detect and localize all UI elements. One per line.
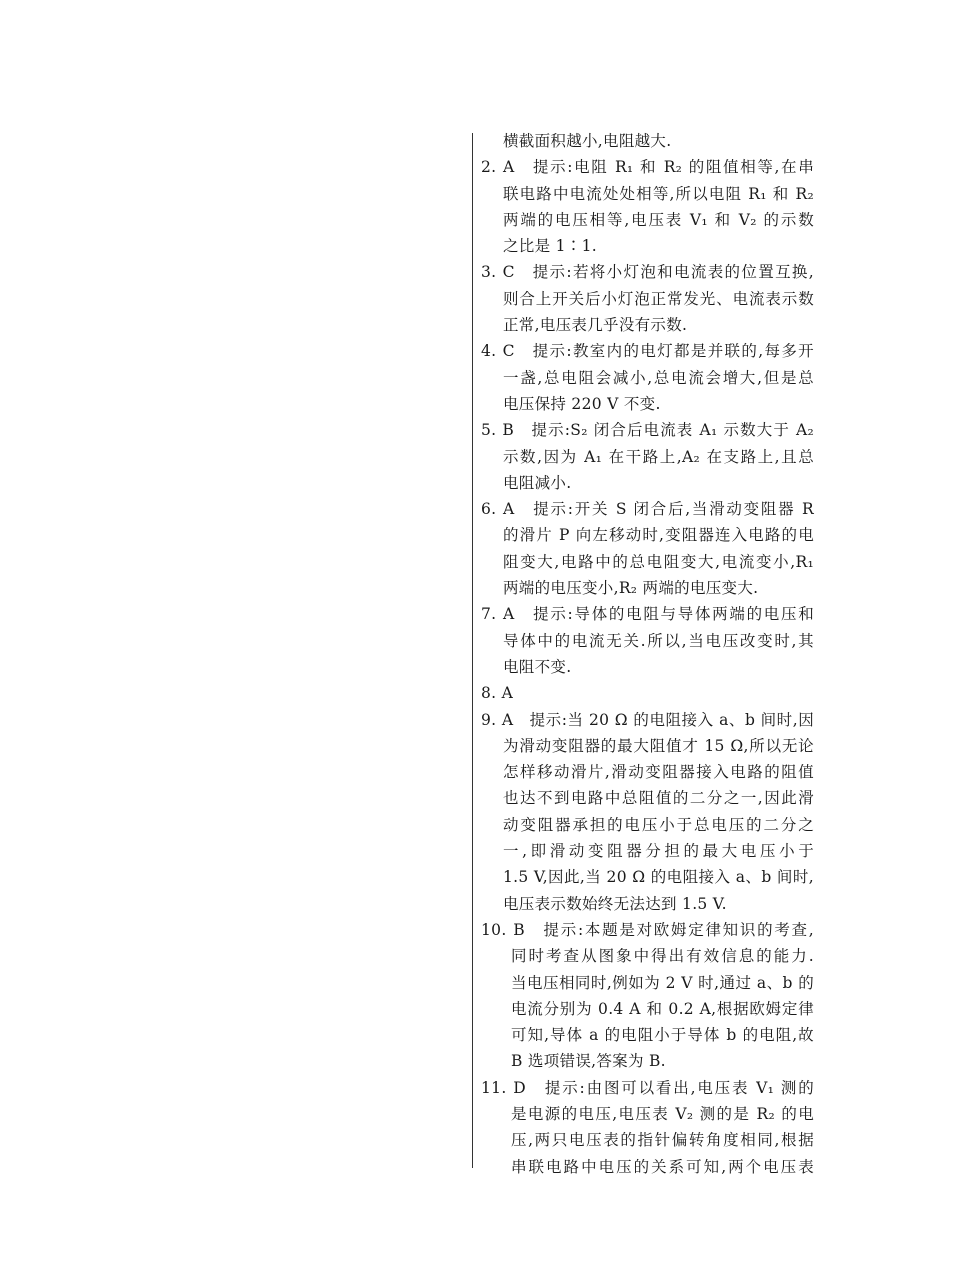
text-line: 串联电路中电压的关系可知,两个电压表 <box>511 1157 814 1176</box>
text-line: 电阻减小. <box>503 473 572 492</box>
text-line: 两端的电压相等,电压表 V₁ 和 V₂ 的示数 <box>503 210 814 229</box>
text-line: 则合上开关后小灯泡正常发光、电流表示数 <box>503 289 814 308</box>
text-line: 动变阻器承担的电压小于总电压的二分之 <box>503 815 814 834</box>
text-line: 10. B 提示:本题是对欧姆定律知识的考查, <box>481 920 814 939</box>
text-line: 电压表示数始终无法达到 1.5 V. <box>503 894 727 913</box>
text-line: 压,两只电压表的指针偏转角度相同,根据 <box>511 1131 814 1150</box>
text-line: 6. A 提示:开关 S 闭合后,当滑动变阻器 R <box>481 500 814 519</box>
text-line: 示数,因为 A₁ 在干路上,A₂ 在支路上,且总 <box>503 447 814 466</box>
answer-column <box>481 128 814 1180</box>
text-line: 电阻不变. <box>503 657 572 676</box>
text-line: 为滑动变阻器的最大阻值才 15 Ω,所以无论 <box>503 736 814 755</box>
text-line: 11. D 提示:由图可以看出,电压表 V₁ 测的 <box>481 1078 814 1097</box>
text-line: 怎样移动滑片,滑动变阻器接入电路的阻值 <box>503 763 814 782</box>
text-line: 两端的电压变小,R₂ 两端的电压变大. <box>503 579 759 598</box>
text-line: 横截面积越小,电阻越大. <box>503 132 672 150</box>
text-line: 一盏,总电阻会减小,总电流会增大,但是总 <box>503 368 814 387</box>
text-line: 3. C 提示:若将小灯泡和电流表的位置互换, <box>481 263 814 282</box>
text-line: 当电压相同时,例如为 2 V 时,通过 a、b 的 <box>511 973 814 992</box>
text-line: 导体中的电流无关.所以,当电压改变时,其 <box>503 631 814 650</box>
text-line: 2. A 提示:电阻 R₁ 和 R₂ 的阻值相等,在串 <box>481 158 814 177</box>
text-line: 同时考查从图象中得出有效信息的能力. <box>511 947 814 966</box>
text-line: 7. A 提示:导体的电阻与导体两端的电压和 <box>481 605 814 624</box>
text-line: 是电源的电压,电压表 V₂ 测的是 R₂ 的电 <box>511 1104 814 1123</box>
text-line: 可知,导体 a 的电阻小于导体 b 的电阻,故 <box>511 1026 814 1045</box>
text-line: 的滑片 P 向左移动时,变阻器连入电路的电 <box>503 526 814 545</box>
text-line: 电压保持 220 V 不变. <box>503 394 661 413</box>
text-line: 8. A <box>481 684 514 703</box>
text-line: 正常,电压表几乎没有示数. <box>503 316 688 335</box>
text-line: 之比是 1∶1. <box>503 237 597 256</box>
text-line: 阻变大,电路中的总电阻变大,电流变小,R₁ <box>503 552 814 571</box>
text-line: B 选项错误,答案为 B. <box>511 1052 666 1071</box>
text-line: 5. B 提示:S₂ 闭合后电流表 A₁ 示数大于 A₂ <box>481 421 814 440</box>
text-line: 1.5 V,因此,当 20 Ω 的电阻接入 a、b 间时, <box>503 868 814 887</box>
text-line: 4. C 提示:教室内的电灯都是并联的,每多开 <box>481 342 814 361</box>
text-line: 9. A 提示:当 20 Ω 的电阻接入 a、b 间时,因 <box>481 710 814 729</box>
text-line: 也达不到电路中总阻值的二分之一,因此滑 <box>503 789 814 808</box>
text-line: 电流分别为 0.4 A 和 0.2 A,根据欧姆定律 <box>511 999 814 1018</box>
column-divider <box>472 133 473 1168</box>
text-line: 一,即滑动变阻器分担的最大电压小于 <box>503 842 814 861</box>
text-line: 联电路中电流处处相等,所以电阻 R₁ 和 R₂ <box>503 184 814 203</box>
